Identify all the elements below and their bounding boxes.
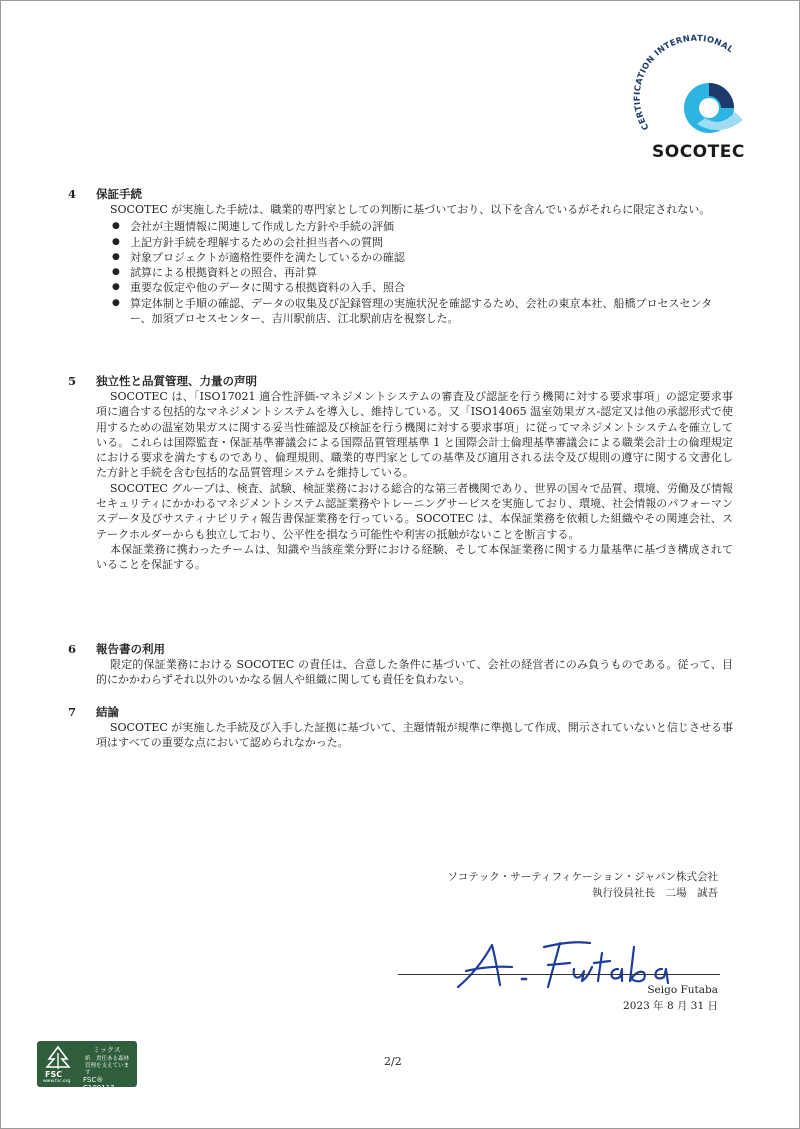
section-5	[68, 373, 733, 573]
logo-wordmark: SOCOTEC	[652, 142, 745, 162]
section-number: 5	[68, 374, 77, 388]
list-item: ● 算定体制と手順の確認、データの収集及び記録管理の実施状況を確認するため、会社の東京本社、船橋プロセスセンター、加須プロセスセンター、吉川駅前店、江北駅前店を視察した。	[112, 296, 733, 327]
section-7	[68, 704, 733, 751]
company-name: ソコテック・サーティフィケーション・ジャパン株式会社	[447, 871, 718, 883]
section-heading	[68, 704, 733, 720]
section-number: 4	[68, 187, 77, 201]
fsc-subtext: 紙 責任ある森林管理を支えています	[85, 1056, 130, 1076]
section-4	[68, 186, 733, 326]
section-title: 独立性と品質管理、力量の声明	[96, 374, 257, 388]
list-item: ● 会社が主題情報に関連して作成した方針や手続の評価	[112, 219, 733, 234]
paragraph: SOCOTEC グループは、検査、試験、検証業務における総合的な第三者機関であり、世界の国々で品質、環境、労働及び情報セキュリティにかかわるマネジメントシステム認証業務やトレーニングサービスを実施しており、環境、社会情報のパフォーマンスデータ及びサスティナビリティ報告書保証業務を行っている。SOCOTEC は、本保証業務を依頼した組織やその関連会社、ステークホルダーからも独立しており、公平性を損なう可能性や利害の抵触がないことを断言する。	[96, 481, 733, 541]
section-heading	[68, 641, 733, 657]
section-number: 6	[68, 642, 77, 656]
section-title: 結論	[96, 705, 119, 719]
fsc-tree-icon	[43, 1045, 73, 1071]
procedure-list	[68, 219, 733, 326]
list-item: ● 重要な仮定や他のデータに関する根拠資料の入手、照合	[112, 280, 733, 295]
list-item: ● 試算による根拠資料との照合、再計算	[112, 265, 733, 280]
list-item: ● 対象プロジェクトが適格性要件を満たしているかの確認	[112, 250, 733, 265]
signature-date: 2023 年 8 月 31 日	[623, 1000, 718, 1012]
list-item: ● 上記方針手続を理解するための会社担当者への質問	[112, 235, 733, 250]
fsc-name: FSC	[45, 1070, 63, 1079]
fsc-mark	[37, 1041, 137, 1092]
paragraph: SOCOTEC が実施した手続及び入手した証拠に基づいて、主題情報が規準に準拠して作成、開示されていないと信じさせる事項はすべての重要な点において認められなかった。	[96, 721, 733, 750]
signatory-footer	[623, 982, 718, 1014]
paragraph: 限定的保証業務における SOCOTEC の責任は、合意した条件に基づいて、会社の経営者にのみ負うものである。従って、目的にかかわらずそれ以外のいかなる個人や組織に関しても責任を負わない。	[96, 658, 733, 687]
section-heading	[68, 373, 733, 389]
paragraph: SOCOTEC は、「ISO17021 適合性評価-マネジメントシステムの審査及び認証を行う機関に対する要求事項」の認定要求事項に適合する包括的なマネジメントシステムを導入し、維持している。又「ISO14065 温室効果ガス-認定又は他の承認形式で使用するための温室効果ガスに関する妥当性確認及び検証を行う機関に対する要求事項」に従ってマネジメントシステムを確立している。これらは国際監査・保証基準審議会による国際品質管理基準 1 と国際会計士倫理基準審議会による職業会計士の倫理規定における要求を満たすものであり、倫理規則、職業的専門家としての基準及び適用される法令及び規則の遵守に関する文書化した方針と手続を含む包括的な品質管理システムを維持している。	[96, 390, 733, 480]
section-title: 報告書の利用	[96, 642, 165, 656]
signature-line	[398, 974, 720, 975]
fsc-code: FSC® C100117	[83, 1076, 115, 1092]
signatory-title: 執行役員社長 二場 誠吾	[592, 887, 718, 899]
page-number: 2/2	[384, 1055, 402, 1068]
fsc-label: ミックス	[93, 1046, 121, 1054]
section-number: 7	[68, 705, 77, 719]
signatory-name: Seigo Futaba	[647, 984, 718, 996]
section-title: 保証手続	[96, 187, 142, 201]
fsc-url: www.fsc.org	[43, 1079, 71, 1084]
section-heading	[68, 186, 733, 202]
section-intro: SOCOTEC が実施した手続は、職業的専門家としての判断に基づいており、以下を含んでいるがそれらに限定されない。	[110, 203, 711, 216]
paragraph: 本保証業務に携わったチームは、知識や当該産業分野における経験、そして本保証業務に関する力量基準に基づき構成されていることを保証する。	[96, 542, 733, 572]
section-6	[68, 641, 733, 688]
signatory-header	[448, 869, 718, 901]
logo-arc-text: CERTIFICATION INTERNATIONAL	[631, 32, 736, 133]
